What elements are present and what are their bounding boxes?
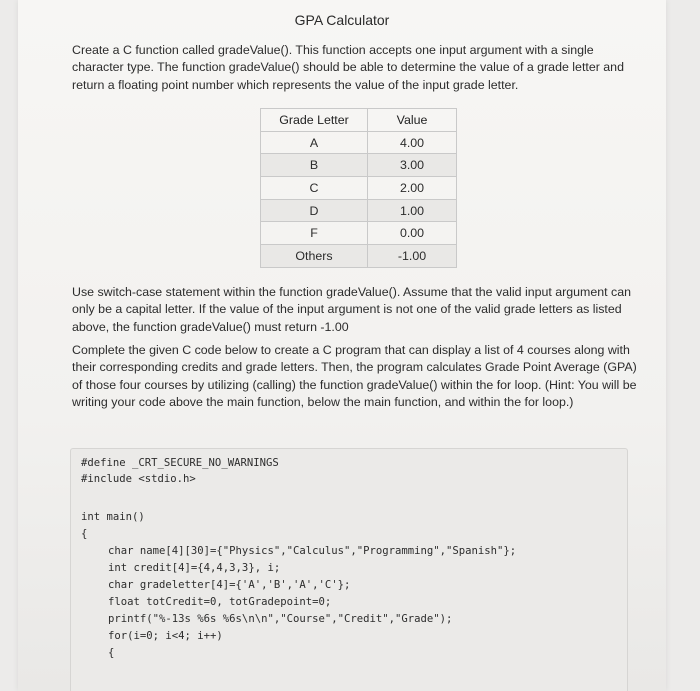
value-cell: -1.00 (368, 245, 457, 268)
grade-letter-cell: Others (261, 245, 368, 268)
code-line: for(i=0; i<4; i++) (108, 630, 223, 642)
grade-letter-cell: C (261, 177, 368, 200)
code-block (70, 448, 628, 691)
page-title: GPA Calculator (294, 12, 390, 28)
code-line: int credit[4]={4,4,3,3}, i; (108, 562, 281, 574)
table-row (261, 177, 457, 200)
header-grade-letter: Grade Letter (261, 109, 368, 132)
instruction-paragraph-3: Complete the given C code below to create a C program that can display a list of 4 courses along with their corresponding credits and grade letters. Then, the program calculates Grade Point Average (GPA) of those four courses by utilizing (calling) the function gradeValue() within the for loop. (Hint: You will be writing your code above the main function, below the main function, and within the for loop.) (72, 343, 637, 410)
code-line: { (108, 647, 115, 659)
table-header-row (261, 109, 457, 132)
grade-letter-cell: A (261, 131, 368, 154)
grade-letter-cell: D (261, 199, 368, 222)
table-row (261, 245, 457, 268)
table-row (261, 154, 457, 177)
code-line: #include <stdio.h> (81, 473, 196, 485)
code-line: #define _CRT_SECURE_NO_WARNINGS (81, 457, 279, 469)
value-cell: 0.00 (368, 222, 457, 245)
value-cell: 4.00 (368, 131, 457, 154)
table-row (261, 131, 457, 154)
code-line: printf("%-13s %6s %6s\n\n","Course","Credit","Grade"); (108, 613, 453, 625)
value-cell: 3.00 (368, 154, 457, 177)
code-line: int main() (81, 511, 145, 523)
instruction-paragraph-1: Create a C function called gradeValue(). This function accepts one input argument with a single character type. The function gradeValue() should be able to determine the value of a grade letter and return a floating point number which represents the value of the input grade letter. (72, 43, 624, 92)
code-line: char gradeletter[4]={'A','B','A','C'}; (108, 579, 351, 591)
code-line: { (81, 528, 88, 540)
instruction-paragraph-2: Use switch-case statement within the function gradeValue(). Assume that the valid input argument can only be a capital letter. If the value of the input argument is not one of the valid grade letters as listed above, the function gradeValue() must return -1.00 (72, 285, 632, 334)
grade-letter-cell: F (261, 222, 368, 245)
document-page (18, 0, 666, 691)
grade-letter-cell: B (261, 154, 368, 177)
value-cell: 2.00 (368, 177, 457, 200)
header-value: Value (368, 109, 457, 132)
code-line: char name[4][30]={"Physics","Calculus","Programming","Spanish"}; (108, 545, 517, 557)
table-row (261, 222, 457, 245)
value-cell: 1.00 (368, 199, 457, 222)
code-line: float totCredit=0, totGradepoint=0; (108, 596, 332, 608)
table-row (261, 199, 457, 222)
grade-value-table (260, 108, 457, 268)
